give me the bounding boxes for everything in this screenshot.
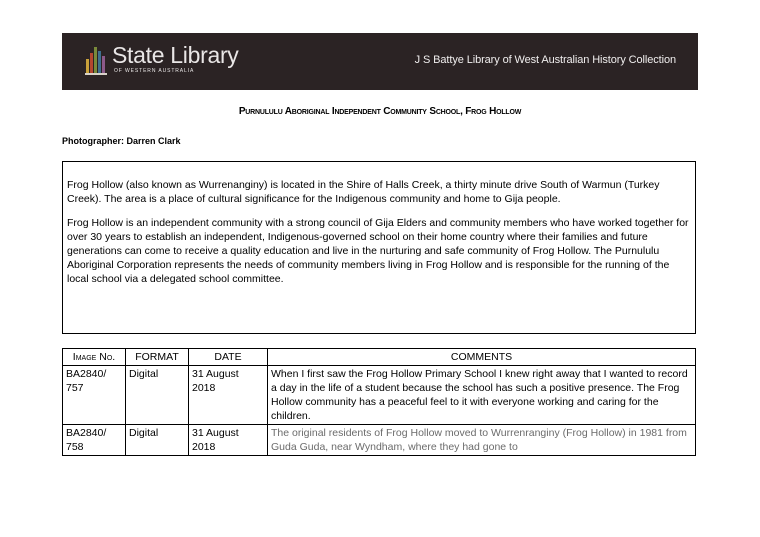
cell-image-no: BA2840/ 758	[63, 425, 126, 456]
header-banner	[62, 33, 698, 90]
state-library-logo-icon	[84, 43, 110, 77]
description-paragraph: Frog Hollow (also known as Wurrenanginy) is located in the Shire of Halls Creek, a thirty minute drive South of Warmun (Turkey Creek). The area is a place of cultural significance for the Indigenous community and home to Gija people.	[67, 179, 660, 205]
column-header-date: DATE	[189, 349, 268, 366]
document-title: Purnululu Aboriginal Independent Community School, Frog Hollow	[238, 106, 522, 117]
logo-subtitle: OF WESTERN AUSTRALIA	[114, 68, 195, 74]
cell-format: Digital	[126, 366, 189, 425]
cell-comments: When I first saw the Frog Hollow Primary School I knew right away that I wanted to record a day in the life of a student because the school has such a positive presence. The Frog Hollow community has a peaceful feel to it with everyone working and caring for the children.	[268, 366, 696, 425]
logo-title: State Library	[112, 42, 239, 68]
description-paragraph: Frog Hollow is an independent community with a strong council of Gija Elders and community members who have worked together for over 30 years to establish an independent, Indigenous-governed school on their home country where their families and future generations can come to receive a quality education and live in the nurturing and safe community of Frog Hollow. The Purnululu Aboriginal Corporation represents the needs of community members living in Frog Hollow and is responsible for the running of the local school via a delegated school committee.	[67, 217, 689, 285]
cell-date: 31 August 2018	[189, 366, 268, 425]
photographer-credit: Photographer: Darren Clark	[62, 136, 181, 146]
description-box	[62, 161, 696, 334]
cell-format: Digital	[126, 425, 189, 456]
column-header-format: FORMAT	[126, 349, 189, 366]
image-records-table	[62, 348, 696, 456]
collection-title: J S Battye Library of West Australian History Collection	[414, 54, 676, 66]
cell-date: 31 August 2018	[189, 425, 268, 456]
column-header-comments: COMMENTS	[268, 349, 696, 366]
cell-comments: The original residents of Frog Hollow moved to Wurrenranginy (Frog Hollow) in 1981 from Guda Guda, near Wyndham, where they had gone to	[268, 425, 696, 456]
table-header-row	[63, 349, 696, 366]
table-row	[63, 366, 696, 425]
cell-image-no: BA2840/ 757	[63, 366, 126, 425]
column-header-image: Image No.	[63, 349, 126, 366]
table-row	[63, 425, 696, 456]
